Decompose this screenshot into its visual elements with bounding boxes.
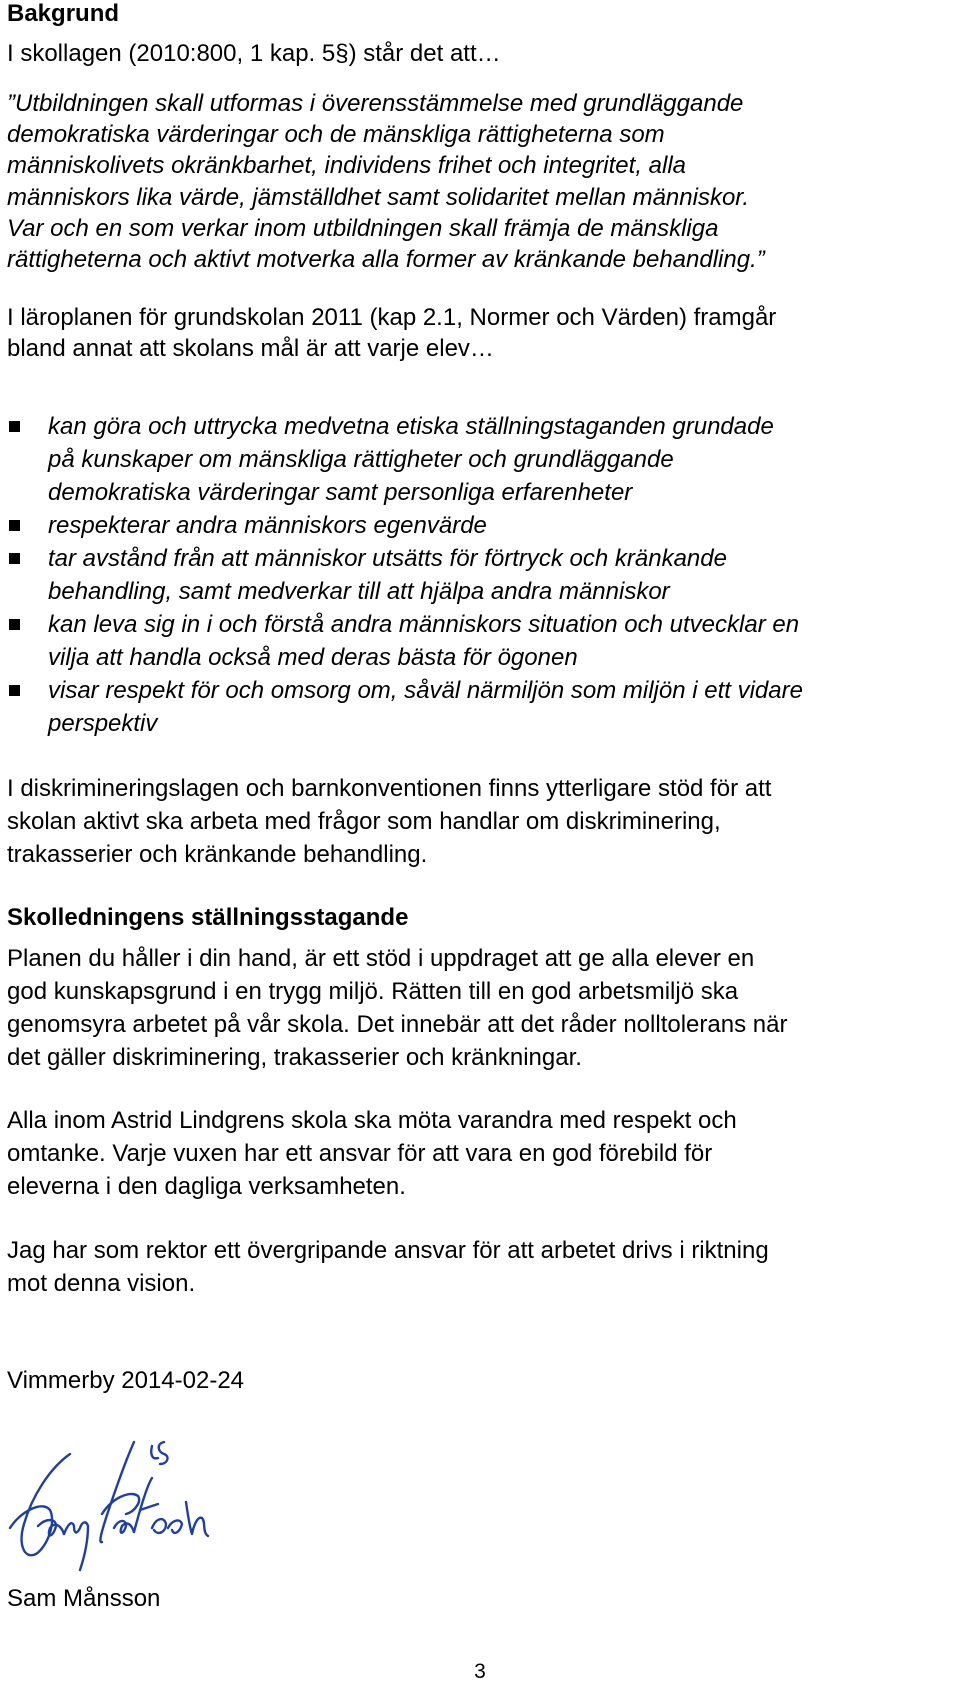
quote-line: Var och en som verkar inom utbildningen skall främja de mänskliga <box>7 215 719 242</box>
discrimination-line: skolan aktivt ska arbeta med frågor som handlar om diskriminering, <box>7 808 721 835</box>
list-item: respekterar andra människors egenvärde <box>48 512 487 539</box>
list-item-continuation: vilja att handla också med deras bästa för ögonen <box>48 644 578 671</box>
signature-stroke <box>64 1522 88 1570</box>
respect-line: Alla inom Astrid Lindgrens skola ska möta varandra med respekt och <box>7 1107 737 1134</box>
square-bullet-icon <box>9 421 20 432</box>
signature-stroke <box>10 1454 70 1555</box>
handwritten-signature <box>2 1432 228 1580</box>
place-date: Vimmerby 2014-02-24 <box>7 1367 245 1394</box>
list-item-continuation: perspektiv <box>48 710 158 737</box>
list-item: kan leva sig in i och förstå andra människors situation och utvecklar en <box>48 611 800 638</box>
list-item: visar respekt för och omsorg om, såväl närmiljön som miljön i ett vidare <box>48 677 803 704</box>
square-bullet-icon <box>9 685 20 696</box>
list-item: kan göra och uttrycka medvetna etiska ställningstaganden grundade <box>48 413 774 440</box>
leadership-line: god kunskapsgrund i en trygg miljö. Rätten till en god arbetsmiljö ska <box>7 978 739 1005</box>
curriculum-line: bland annat att skolans mål är att varje elev… <box>7 335 494 362</box>
heading-leadership: Skolledningens ställningsstagande <box>7 904 409 931</box>
leadership-line: genomsyra arbetet på vår skola. Det innebär att det råder nolltolerans när <box>7 1011 788 1038</box>
list-item-continuation: behandling, samt medverkar till att hjälpa andra människor <box>48 578 670 605</box>
list-item-continuation: demokratiska värderingar samt personliga erfarenheter <box>48 479 633 506</box>
leadership-line: Planen du håller i din hand, är ett stöd i uppdraget att ge alla elever en <box>7 945 755 972</box>
heading-background: Bakgrund <box>7 0 120 27</box>
signer-name: Sam Månsson <box>7 1585 161 1612</box>
quote-line: människolivets okränkbarhet, individens frihet och integritet, alla <box>7 152 687 179</box>
respect-line: eleverna i den dagliga verksamheten. <box>7 1173 406 1200</box>
leadership-line: det gäller diskriminering, trakasserier och kränkningar. <box>7 1044 582 1071</box>
signature-strokes <box>10 1442 208 1570</box>
square-bullet-icon <box>9 619 20 630</box>
signature-stroke <box>152 1519 166 1533</box>
quote-line: människors lika värde, jämställdhet samt solidaritet mellan människor. <box>7 184 750 211</box>
page-number: 3 <box>474 1660 486 1683</box>
quote-line: demokratiska värderingar och de mänskliga rättigheterna som <box>7 121 665 148</box>
square-bullet-icon <box>9 553 20 564</box>
signature-stroke <box>168 1521 182 1533</box>
square-bullet-icon <box>9 520 20 531</box>
discrimination-line: I diskrimineringslagen och barnkonventionen finns ytterligare stöd för att <box>7 775 772 802</box>
list-item-continuation: på kunskaper om mänskliga rättigheter och grundläggande <box>48 446 674 473</box>
curriculum-line: I läroplanen för grundskolan 2011 (kap 2.1, Normer och Värden) framgår <box>7 304 777 331</box>
intro-line: I skollagen (2010:800, 1 kap. 5§) står det att… <box>7 40 501 67</box>
signature-stroke <box>100 1442 134 1542</box>
list-item: tar avstånd från att människor utsätts för förtryck och kränkande <box>48 545 727 572</box>
signature-stroke <box>114 1521 134 1533</box>
discrimination-line: trakasserier och kränkande behandling. <box>7 841 428 868</box>
respect-line: omtanke. Varje vuxen har ett ansvar för att vara en god förebild för <box>7 1140 713 1167</box>
quote-line: ”Utbildningen skall utformas i överensstämmelse med grundläggande <box>7 90 744 117</box>
signature-stroke <box>151 1442 167 1464</box>
principal-line: Jag har som rektor ett övergripande ansvar för att arbetet drivs i riktning <box>7 1237 769 1264</box>
principal-line: mot denna vision. <box>7 1270 196 1297</box>
signature-stroke <box>186 1502 208 1536</box>
quote-line: rättigheterna och aktivt motverka alla former av kränkande behandling.” <box>7 246 765 273</box>
